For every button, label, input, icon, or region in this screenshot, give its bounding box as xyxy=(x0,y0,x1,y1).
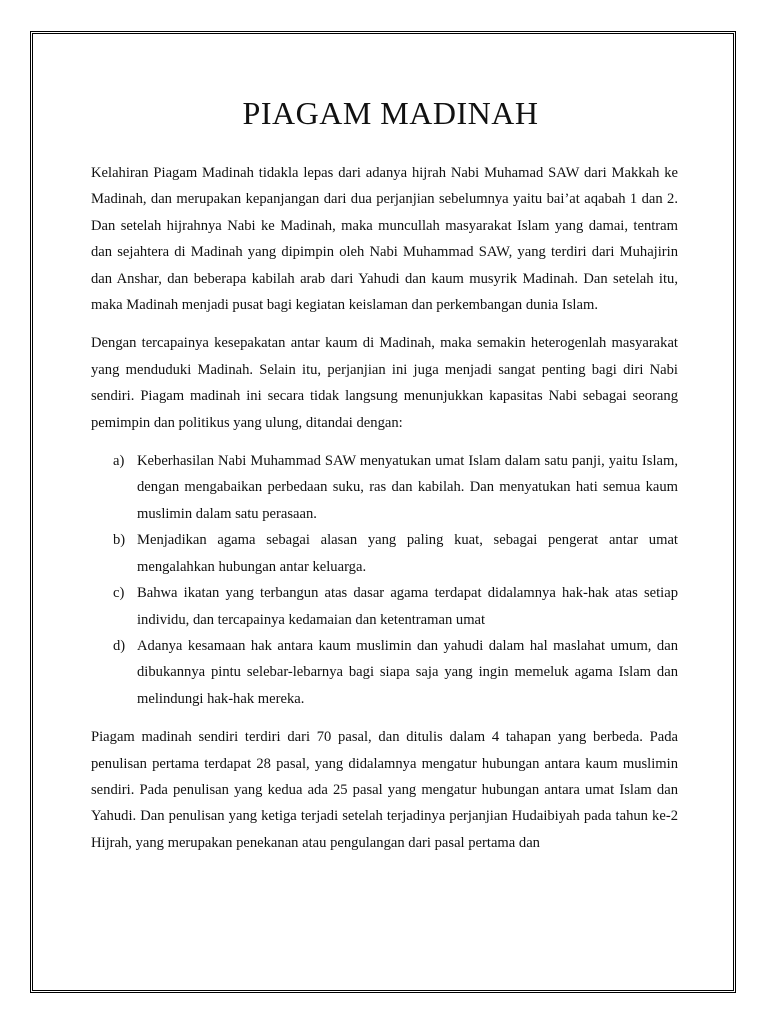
document-title: PIAGAM MADINAH xyxy=(242,95,539,131)
list-item xyxy=(91,633,678,712)
achievement-list xyxy=(91,448,678,712)
list-item-text: Keberhasilan Nabi Muhammad SAW menyatukan umat Islam dalam satu panji, yaitu Islam, dengan mengabaikan perbedaan suku, ras dan kabilah. Dan menyatukan hati semua kaum muslimin dalam satu perasaan. xyxy=(137,453,678,522)
paragraph-intro: Kelahiran Piagam Madinah tidakla lepas dari adanya hijrah Nabi Muhamad SAW dari Makkah ke Madinah, dan merupakan kepanjangan dari dua perjanjian sebelumnya yaitu bai’at aqabah 1 dan 2. Dan setelah hijrahnya Nabi ke Madinah, maka muncullah masyarakat Islam yang damai, tentram dan sejahtera di Madinah yang dipimpin oleh Nabi Muhammad SAW, yang terdiri dari Muhajirin dan Anshar, dan beberapa kabilah arab dari Yahudi dan kaum musyrik Madinah. Dan setelah itu, maka Madinah menjadi pusat bagi kegiatan keislaman dan perkembangan dunia Islam. xyxy=(91,165,678,314)
list-item xyxy=(91,448,678,527)
list-marker: d) xyxy=(113,637,126,654)
list-marker: c) xyxy=(113,585,125,602)
list-item-text: Bahwa ikatan yang terbangun atas dasar agama terdapat didalamnya hak-hak atas setiap individu, dan tercapainya kedamaian dan ketentraman umat xyxy=(137,585,678,628)
paragraph-agreement: Dengan tercapainya kesepakatan antar kaum di Madinah, maka semakin heterogenlah masyarakat yang menduduki Madinah. Selain itu, perjanjian ini juga menjadi sangat penting bagi diri Nabi sendiri. Piagam madinah ini secara tidak langsung menunjukkan kapasitas Nabi sebagai seorang pemimpin dan politikus yang ulung, ditandai dengan: xyxy=(91,335,678,431)
list-marker: b) xyxy=(113,532,126,549)
list-item xyxy=(91,527,678,580)
list-item xyxy=(91,580,678,633)
document-body xyxy=(91,90,678,868)
list-item-text: Adanya kesamaan hak antara kaum muslimin dan yahudi dalam hal maslahat umum, dan dibukannya pintu selebar-lebarnya bagi siapa saja yang ingin memeluk agama Islam dan melindungi hak-hak mereka. xyxy=(137,637,678,707)
paragraph-closing: Piagam madinah sendiri terdiri dari 70 pasal, dan ditulis dalam 4 tahapan yang berbeda. Pada penulisan pertama terdapat 28 pasal, yang didalamnya mengatur hubungan antara kaum muslimin sendiri. Pada penulisan yang kedua ada 25 pasal yang mengatur hubungan antara umat Islam dan Yahudi. Dan penulisan yang ketiga terjadi setelah terjadinya perjanjian Hudaibiyah pada tahun ke-2 Hijrah, yang merupakan penekanan atau pengulangan dari pasal pertama dan xyxy=(91,729,678,851)
list-marker: a) xyxy=(113,453,125,470)
list-item-text: Menjadikan agama sebagai alasan yang paling kuat, sebagai pengerat antar umat mengalahkan hubungan antar keluarga. xyxy=(137,532,678,575)
